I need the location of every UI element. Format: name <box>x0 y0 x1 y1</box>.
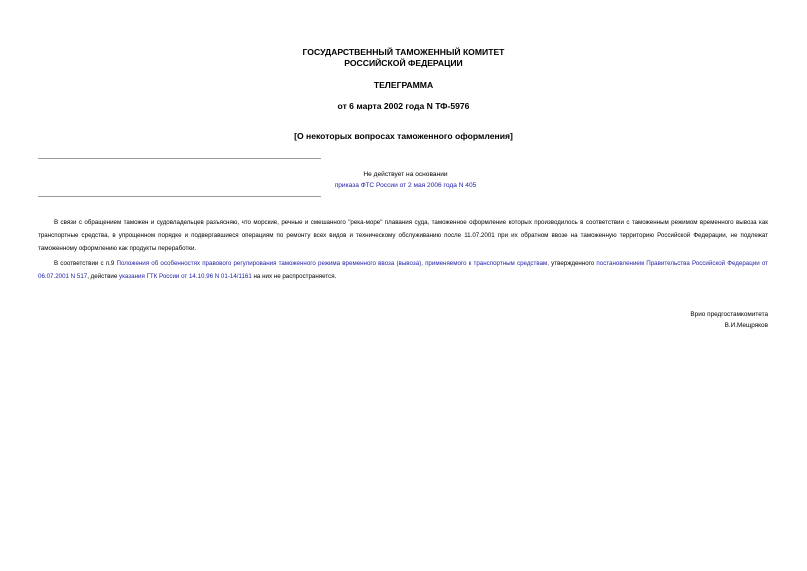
paragraph-text: утвержденного <box>549 260 597 267</box>
paragraph-text: на них не распространяется. <box>251 273 337 280</box>
document-title: [О некоторых вопросах таможенного оформления] <box>294 131 513 141</box>
document-type: ТЕЛЕГРАММА <box>373 80 434 90</box>
divider-top <box>38 158 321 159</box>
divider-bottom <box>38 196 321 197</box>
org-name-line1: ГОСУДАРСТВЕННЫЙ ТАМОЖЕННЫЙ КОМИТЕТ <box>302 47 505 57</box>
body-paragraph-1: В связи с обращением таможен и судовладельцев разъясняю, что морские, речные и смешанного "река-море" плавания суда, таможенное оформление которых производилось в соответствии с таможенным режимом временного вывоза как транспортные средства, в упрощенном порядке и подвергавшиеся операциям по ремонту всех видов и техническому обслуживанию после 11.07.2001 при их обратном ввозе на таможенную территорию Российской Федерации, не подлежат таможенному оформлению как продукты переработки. <box>38 219 768 252</box>
status-notice-link[interactable]: приказа ФТС России от 2 мая 2006 года N 405 <box>334 182 477 189</box>
paragraph-text: В соответствии с п.9 <box>54 260 117 267</box>
regulation-link[interactable]: Положения об особенностях правового регулирования таможенного режима временного ввоза (вывоза), применяемого к транспортным средствам, <box>116 260 549 267</box>
government-decree-link[interactable]: постановлением Правительства Российской Федерации от 06.07.2001 N 517 <box>38 260 768 280</box>
status-notice-text: Не действует на основании <box>363 171 448 178</box>
signatory-name: В.И.Мещряков <box>724 322 768 329</box>
paragraph-text: , действие <box>87 273 119 280</box>
document-date: от 6 марта 2002 года N ТФ-5976 <box>337 101 470 111</box>
org-name-line2: РОССИЙСКОЙ ФЕДЕРАЦИИ <box>344 58 463 68</box>
body-paragraph-2 <box>38 257 768 283</box>
gtk-instruction-link[interactable]: указания ГТК России от 14.10.96 N 01-14/1161 <box>118 273 252 280</box>
signatory-position: Врио предгостамкомитета <box>690 311 768 318</box>
status-notice <box>2 181 807 190</box>
